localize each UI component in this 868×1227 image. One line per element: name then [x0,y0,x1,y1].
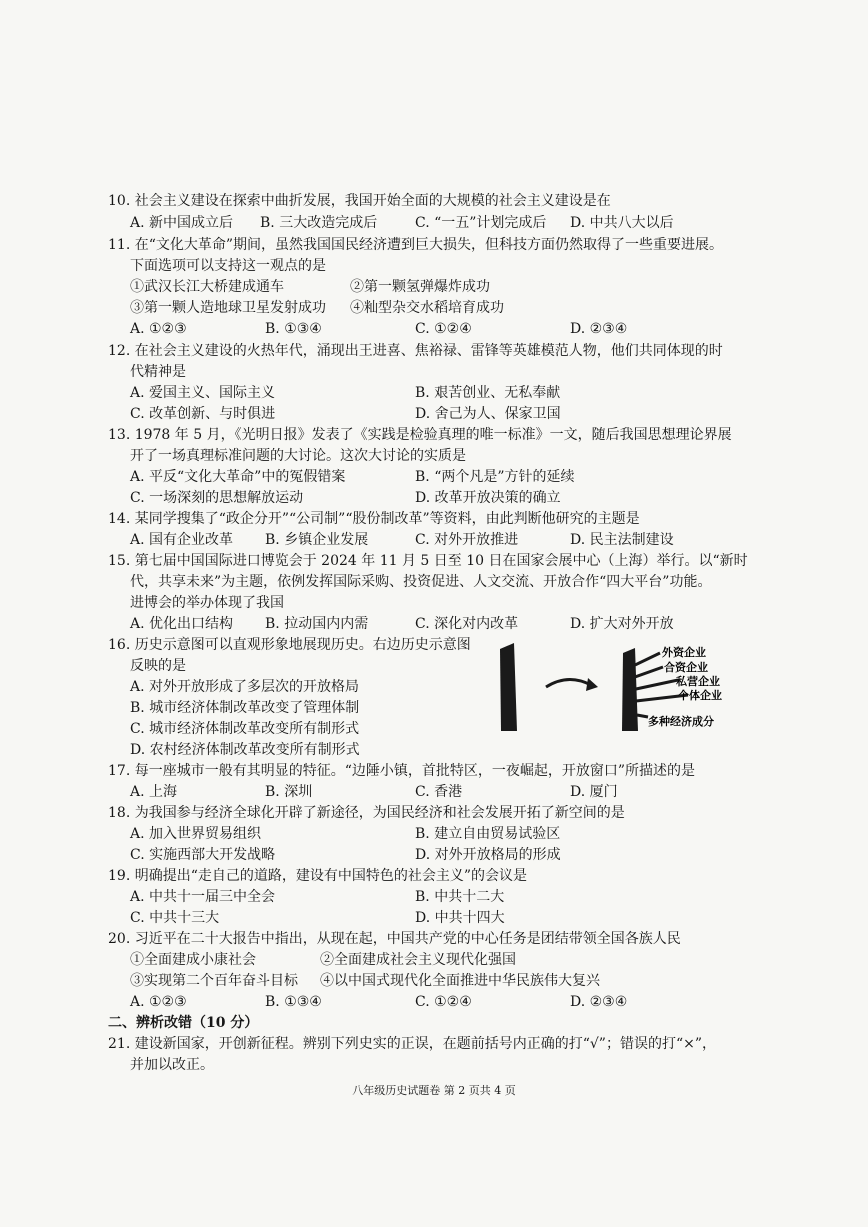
label-diverse-economy: 多种经济成分 [648,715,714,728]
option-b: B. 城市经济体制改革改变了管理体制 [130,700,360,716]
question-16-stem-line-1: 16. 历史示意图可以直观形象地展现历史。右边历史示意图 [108,637,471,653]
option-a: A. 中共十一届三中全会 [130,889,276,905]
option-d: D. ②③④ [570,321,628,337]
label-individual-enterprise: 个体企业 [678,689,722,702]
question-13-options-1 [130,468,750,486]
option-c: C. ①②④ [415,994,472,1010]
option-d: D. 舍己为人、保家卫国 [415,406,561,422]
question-20-stem: 20. 习近平在二十大报告中指出，从现在起，中国共产党的中心任务是团结带领全国各族人民 [108,931,681,947]
option-c: C. “一五”计划完成后 [415,215,547,231]
option-b: B. 三大改造完成后 [260,215,378,231]
option-b: B. “两个凡是”方针的延续 [415,469,575,485]
question-16-stem-line-2: 反映的是 [130,658,186,674]
option-d: D. 厦门 [570,784,618,800]
option-d: D. ②③④ [570,994,628,1010]
question-13-stem-line-2: 开了一场真理标准问题的大讨论。这次大讨论的实质是 [130,448,466,464]
question-19-stem: 19. 明确提出“走自己的道路，建设有中国特色的社会主义”的会议是 [108,868,528,884]
arrow-icon [546,679,591,687]
option-d: D. 民主法制建设 [570,532,674,548]
question-12-stem-line-2: 代精神是 [130,364,186,380]
branched-trunk-icon [622,648,638,731]
option-a: A. 爱国主义、国际主义 [130,385,276,401]
option-d: D. 对外开放格局的形成 [415,847,561,863]
option-a: A. 上海 [130,784,178,800]
option-a: A. 平反“文化大革命”中的冤假错案 [130,469,346,485]
question-15-options [130,615,750,633]
option-a: A. ①②③ [130,321,187,337]
question-18-stem: 18. 为我国参与经济全球化开辟了新途径，为国民经济和社会发展开拓了新空间的是 [108,805,625,821]
question-13-stem-line-1: 13. 1978 年 5 月，《光明日报》发表了《实践是检验真理的唯一标准》一文，随后我国思想理论界展 [108,427,732,443]
option-d: D. 农村经济体制改革改变所有制形式 [130,742,360,758]
question-11-items-2 [130,299,750,317]
branch-3 [636,680,678,689]
option-b: B. 建立自由贸易试验区 [415,826,561,842]
option-a: A. 对外开放形成了多层次的开放格局 [130,679,360,695]
label-private-enterprise: 私营企业 [676,675,720,688]
option-b: B. ①③④ [265,321,322,337]
option-d: D. 中共十四大 [415,910,505,926]
question-21-stem-line-2: 并加以改正。 [130,1057,214,1073]
option-c: C. 一场深刻的思想解放运动 [130,490,304,506]
label-foreign-enterprise: 外资企业 [662,646,706,659]
option-c: C. 实施西部大开发战略 [130,847,276,863]
question-16-option-a [130,678,470,696]
question-15-stem-line-1: 15. 第七届中国国际进口博览会于 2024 年 11 月 5 日至 10 日在国家会展中心（上海）举行。以“新时 [108,553,748,569]
option-a: A. 加入世界贸易组织 [130,826,262,842]
question-17-stem: 17. 每一座城市一般有其明显的特征。“边陲小镇，首批特区，一夜崛起，开放窗口”所描述的是 [108,763,696,779]
question-20-options [130,993,750,1011]
option-c: C. 城市经济体制改革改变所有制形式 [130,721,360,737]
question-20-items-2 [130,972,750,990]
option-d: D. 扩大对外开放 [570,616,674,632]
question-17-options [130,783,750,801]
section-2-title: 二、辨析改错（10 分） [108,1015,259,1031]
branch-2 [635,667,663,677]
arrowhead-icon [586,678,598,691]
option-c: C. 对外开放推进 [415,532,519,548]
option-d: D. 改革开放决策的确立 [415,490,561,506]
option-a: A. 国有企业改革 [130,532,234,548]
item-4: ④籼型杂交水稻培育成功 [350,300,504,316]
economy-tree-diagram [488,635,738,735]
option-b: B. 中共十二大 [415,889,505,905]
question-14-stem: 14. 某同学搜集了“政企分开”“公司制”“股份制改革”等资料，由此判断他研究的主题是 [108,511,640,527]
option-b: B. 拉动国内内需 [265,616,369,632]
item-3: ③实现第二个百年奋斗目标 [130,973,298,989]
item-2: ②全面建成社会主义现代化强国 [320,952,516,968]
item-4: ④以中国式现代化全面推进中华民族伟大复兴 [320,973,600,989]
option-a: A. 优化出口结构 [130,616,234,632]
question-21-stem-line-1: 21. 建设新国家，开创新征程。辨别下列史实的正误，在题前括号内正确的打“√”；错误的打“×”， [108,1036,716,1052]
question-15-stem-line-3: 进博会的举办体现了我国 [130,595,284,611]
question-12-stem-line-1: 12. 在社会主义建设的火热年代，涌现出王进喜、焦裕禄、雷锋等英雄模范人物，他们共同体现的时 [108,343,723,359]
option-c: C. 深化对内改革 [415,616,519,632]
option-b: B. 乡镇企业发展 [265,532,369,548]
option-a: A. 新中国成立后 [130,215,234,231]
question-19-options-2 [130,909,750,927]
item-1: ①全面建成小康社会 [130,952,256,968]
question-11-options [130,320,750,338]
question-10-stem: 10. 社会主义建设在探索中曲折发展，我国开始全面的大规模的社会主义建设是在 [108,193,611,209]
branch-5 [637,715,648,717]
question-12-options-2 [130,405,750,423]
option-c: C. 改革创新、与时俱进 [130,406,276,422]
question-16-option-b [130,699,470,717]
question-13-options-2 [130,489,750,507]
option-c: C. 香港 [415,784,463,800]
question-10-options [130,214,750,232]
item-3: ③第一颗人造地球卫星发射成功 [130,300,326,316]
item-1: ①武汉长江大桥建成通车 [130,279,284,295]
question-18-options-2 [130,846,750,864]
option-c: C. ①②④ [415,321,472,337]
question-11-stem-line-1: 11. 在“文化大革命”期间，虽然我国国民经济遭到巨大损失，但科技方面仍然取得了一些重要进展。 [108,237,724,253]
question-16-option-c [130,720,470,738]
branch-1 [635,653,660,665]
question-15-stem-line-2: 代，共享未来”为主题，依例发挥国际采购、投资促进、人文交流、开放合作“四大平台”功能。 [130,574,712,590]
option-b: B. ①③④ [265,994,322,1010]
label-joint-venture: 合资企业 [664,661,708,674]
bare-trunk-icon [500,643,517,731]
question-18-options-1 [130,825,750,843]
item-2: ②第一颗氢弹爆炸成功 [350,279,490,295]
question-11-items-1 [130,278,750,296]
question-20-items-1 [130,951,750,969]
question-11-stem-line-2: 下面选项可以支持这一观点的是 [130,258,326,274]
option-a: A. ①②③ [130,994,187,1010]
option-c: C. 中共十三大 [130,910,220,926]
question-12-options-1 [130,384,750,402]
option-b: B. 深圳 [265,784,313,800]
question-19-options-1 [130,888,750,906]
page-footer: 八年级历史试题卷 第 2 页共 4 页 [352,1084,516,1097]
question-14-options [130,531,750,549]
option-d: D. 中共八大以后 [570,215,674,231]
option-b: B. 艰苦创业、无私奉献 [415,385,561,401]
question-16-option-d [130,741,470,759]
